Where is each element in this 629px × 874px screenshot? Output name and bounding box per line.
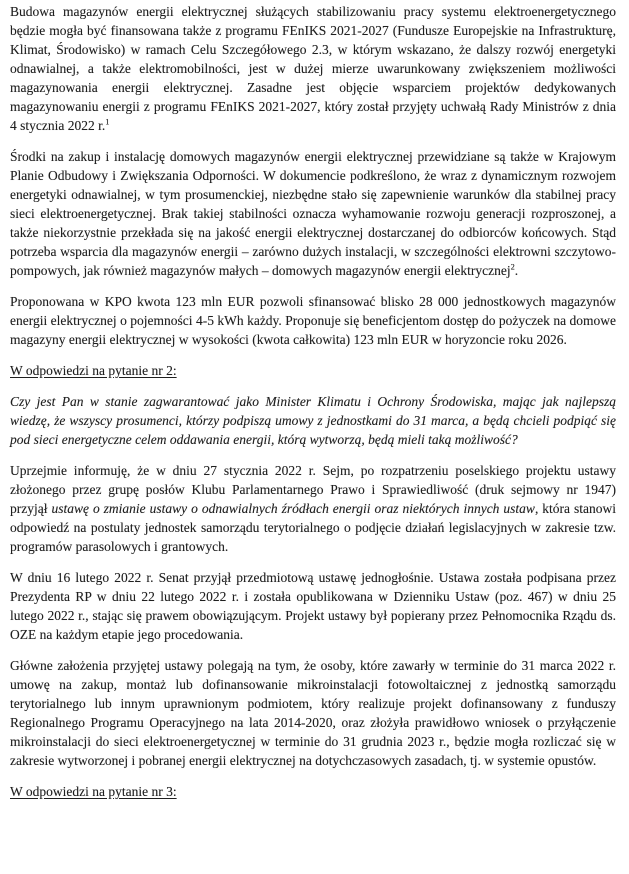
question-2-text — [10, 392, 616, 449]
text-run: . — [514, 263, 519, 278]
text-run: W odpowiedzi na pytanie nr 3: — [10, 784, 177, 799]
paragraph-kpo-home-storage — [10, 147, 616, 280]
heading-answer-question-2 — [10, 361, 616, 380]
paragraph-sejm-act — [10, 461, 616, 556]
text-run: , która stanowi odpowiedź na postulaty jednostek samorządu terytorialnego o podjęcie działań legislacyjnych w zakresie tzw. programów parasolowych i grantowych. — [10, 501, 617, 554]
text-run: W dniu 16 lutego 2022 r. Senat przyjął przedmiotową ustawę jednogłośnie. Ustawa została podpisana przez Prezydenta RP w dniu 22 lutego 2022 r. i została opublikowana w Dzienniku Ustaw (poz. 467) w dniu 25 lutego 2022 r., stając się prawem obowiązującym. Projekt ustawy był popierany przez Pełnomocnika Rządu ds. OZE na każdym etapie jego procedowania. — [10, 570, 616, 642]
text-run: 2 — [510, 262, 515, 272]
text-run: Środki na zakup i instalację domowych magazynów energii elektrycznej przewidziane są także w Krajowym Planie Odbudowy i Zwiększania Odporności. W dokumencie podkreślono, że wraz z dynamicznym rozwojem energetyki odnawialnej, w tym prosumenckiej, niezbędne stało się zapewnienie warunków dla stabilnej pracy sieci elektroenergetycznej. Brak takiej stabilności oznacza wyhamowanie rozwoju generacji rozproszonej, a także niekorzystnie przekłada się na jakość energii elektrycznej dostarczanej do odbiorców końcowych. Stąd potrzeba wsparcia dla magazynów energii – zarówno dużych instalacji, w szczególności elektrowni szczytowo-pompowych, jak również magazynów małych – domowych magazynów energii elektrycznej — [10, 149, 616, 278]
paragraph-act-main-assumptions — [10, 656, 616, 770]
text-run: Proponowana w KPO kwota 123 mln EUR pozwoli sfinansować blisko 28 000 jednostkowych magazynów energii elektrycznej o pojemności 4-5 kWh każdy. Proponuje się beneficjentom dostęp do pożyczek na domowe magazyny energii elektrycznej w wysokości (kwota całkowita) 123 mln EUR w horyzoncie roku 2026. — [10, 294, 616, 347]
document-body — [10, 2, 616, 801]
text-run: Uprzejmie informuję, że w dniu 27 stycznia 2022 r. Sejm, po rozpatrzeniu poselskiego projektu ustawy złożonego przez grupę posłów Klubu Parlamentarnego Prawo i Sprawiedliwość (druk sejmowy nr 1947) przyjął — [10, 463, 616, 516]
text-run: Czy jest Pan w stanie zagwarantować jako Minister Klimatu i Ochrony Środowiska, mając jak najlepszą wiedzę, że wszyscy prosumenci, którzy podpiszą umowy z jednostkami do 31 marca, a będą chcieli podpiąć się pod sieci energetyczne celem oddawania energii, którą wytworzą, będą mieli taką możliwość? — [10, 394, 616, 447]
heading-answer-question-3 — [10, 782, 616, 801]
text-run: Budowa magazynów energii elektrycznej służących stabilizowaniu pracy systemu elektroenergetycznego będzie mogła być finansowana także z programu FEnIKS 2021-2027 (Fundusze Europejskie na Infrastrukturę, Klimat, Środowisko) w ramach Celu Szczegółowego 2.3, w którym wskazano, że dalszy rozwój energetyki odnawialnej, a także elektromobilności, jest w dużej mierze uwarunkowany zwiększeniem możliwości magazynowania energii elektrycznej. Zasadne jest objęcie wsparciem projektów dedykowanych magazynowaniu energii z programu FEnIKS 2021-2027, który został przyjęty uchwałą Rady Ministrów z dnia 4 stycznia 2022 r. — [10, 4, 616, 133]
text-run: ustawę o zmianie ustawy o odnawialnych źródłach energii oraz niektórych innych ustaw — [51, 501, 535, 516]
text-run: Główne założenia przyjętej ustawy polegają na tym, że osoby, które zawarły w terminie do 31 marca 2022 r. umowę na zakup, montaż lub dofinansowanie mikroinstalacji fotowoltaicznej z jednostką samorządu terytorialnego lub innym uprawnionym podmiotem, który realizuje projekt dofinansowany z funduszy Regionalnego Programu Operacyjnego na lata 2014-2020, oraz złożyła prawidłowo wniosek o przyłączenie mikroinstalacji do sieci elektroenergetycznej w terminie do 31 grudnia 2023 r., będzie mogła rozliczać się w zakresie wytworzonej i pobranej energii elektrycznej na dotychczasowych zasadach, tj. w systemie opustów. — [10, 658, 616, 768]
text-run: 1 — [105, 117, 110, 127]
paragraph-feniks-funding — [10, 2, 616, 135]
text-run: W odpowiedzi na pytanie nr 2: — [10, 363, 177, 378]
paragraph-senat-president — [10, 568, 616, 644]
paragraph-kpo-amount — [10, 292, 616, 349]
